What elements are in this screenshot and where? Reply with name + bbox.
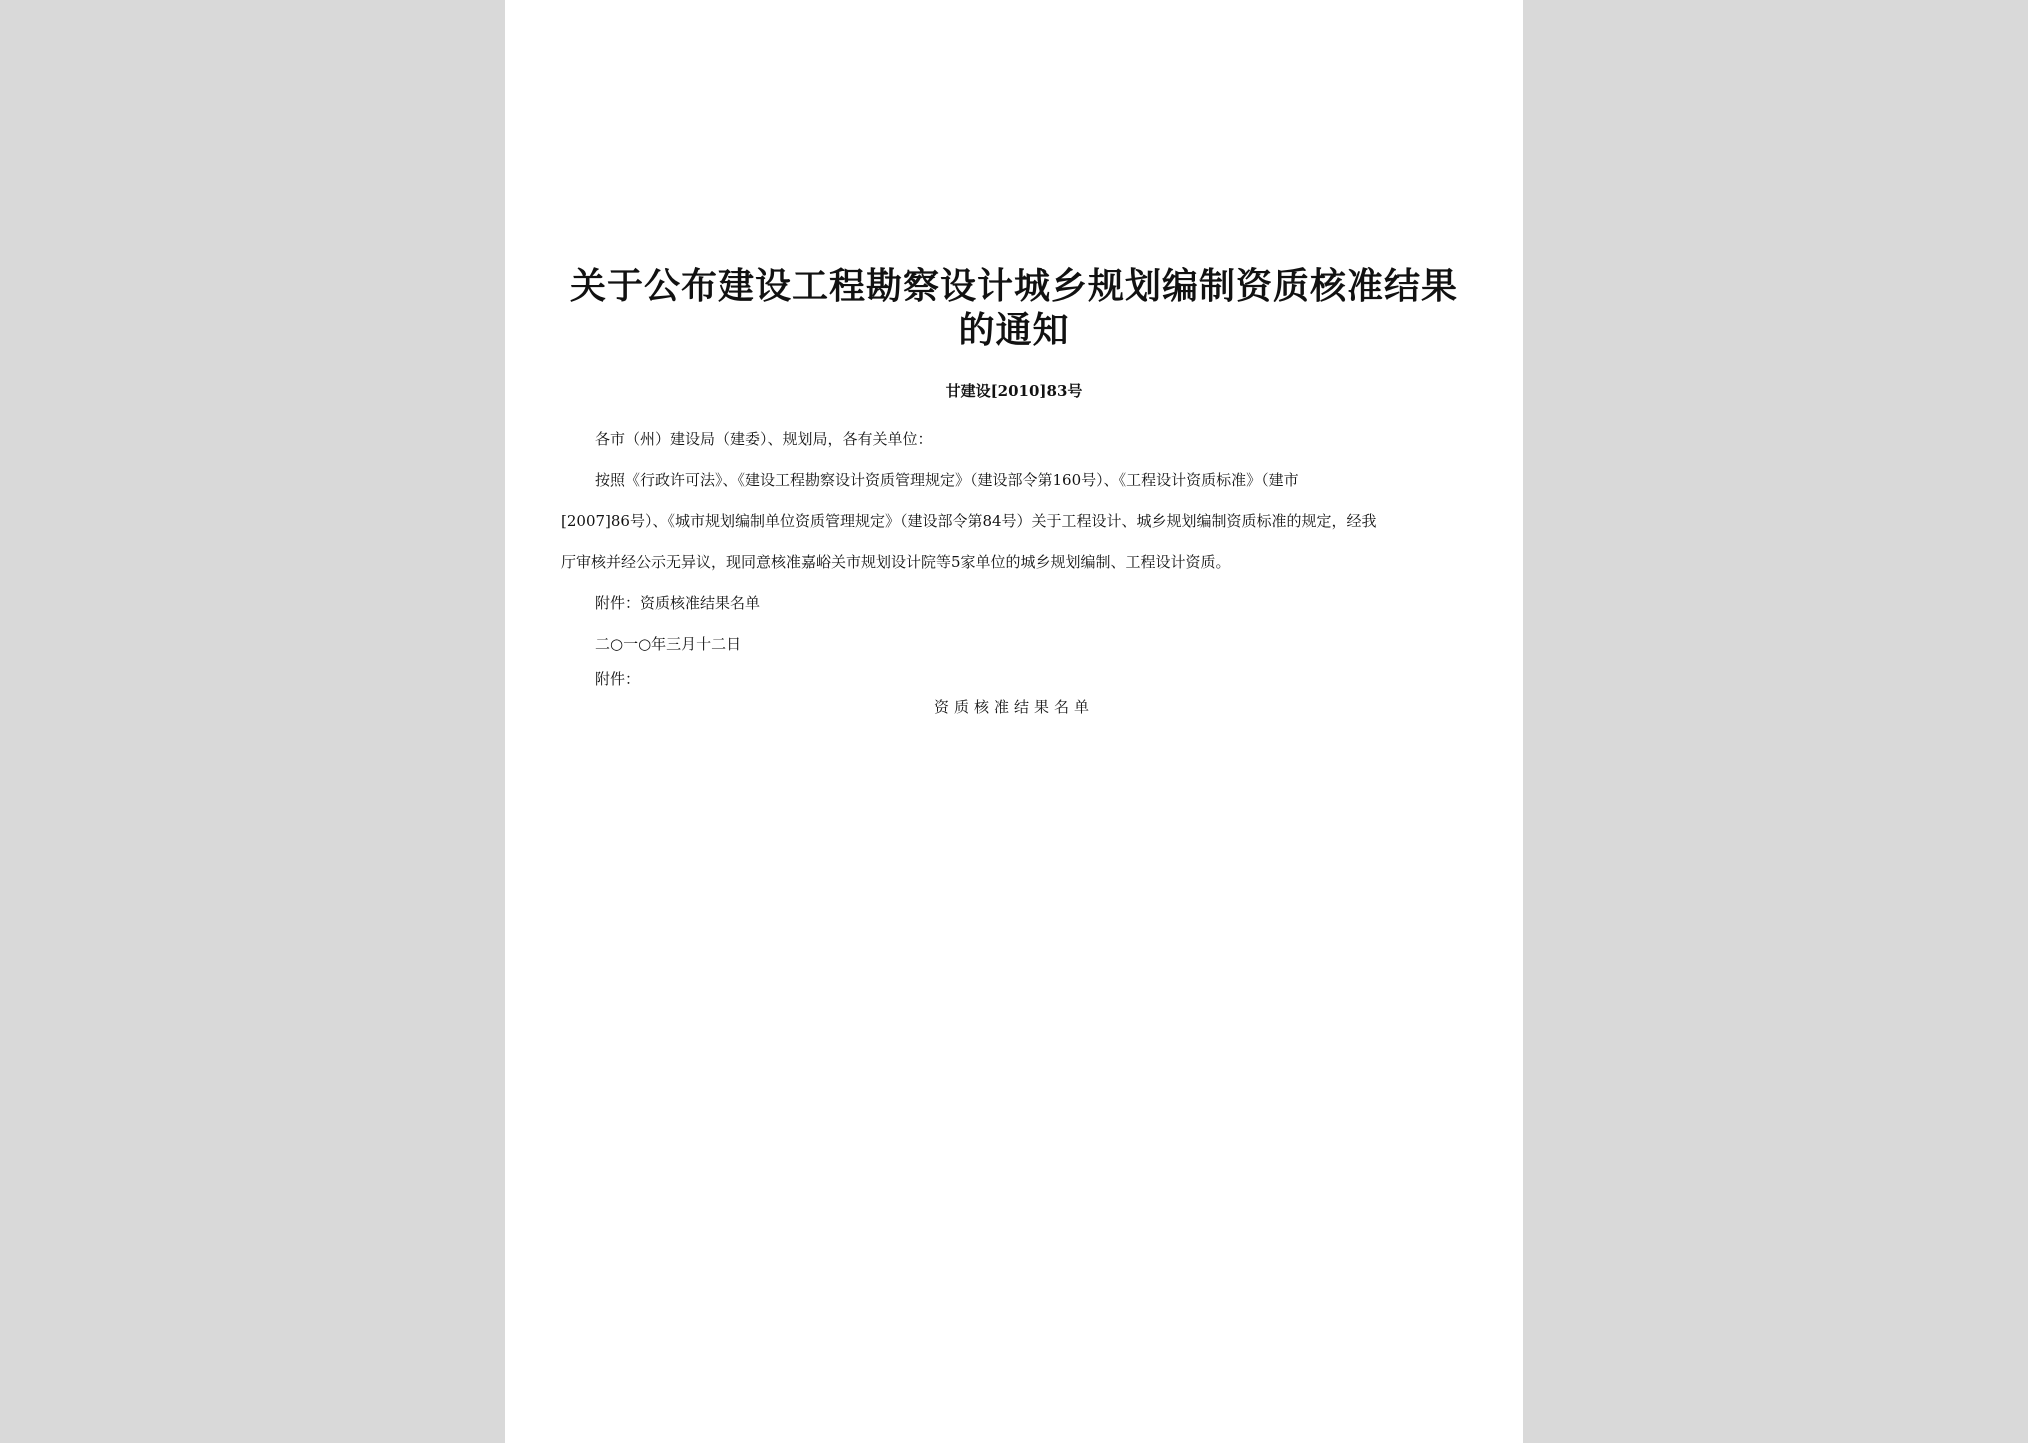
attachment-label: 附件： (595, 670, 641, 688)
attachment-note: 附件：资质核准结果名单 (595, 594, 761, 612)
document-number: 甘建设[2010]83号 (945, 382, 1083, 400)
document-page (505, 0, 1523, 1443)
body-line-2: [2007]86号）、《城市规划编制单位资质管理规定》（建设部令第84号）关于工程设计、城乡规划编制资质标准的规定，经我 (561, 512, 1377, 530)
body-line-1: 按照《行政许可法》、《建设工程勘察设计资质管理规定》（建设部令第160号）、《工程设计资质标准》（建市 (595, 471, 1299, 489)
attachment-list-title: 资质核准结果名单 (933, 698, 1094, 716)
body-line-3: 厅审核并经公示无异议，现同意核准嘉峪关市规划设计院等5家单位的城乡规划编制、工程设计资质。 (561, 553, 1231, 571)
salutation: 各市（州）建设局（建委）、规划局，各有关单位： (595, 430, 933, 448)
document-title-line-2: 的通知 (958, 309, 1070, 351)
issue-date: 二○一○年三月十二日 (595, 635, 742, 653)
document-title-line-1: 关于公布建设工程勘察设计城乡规划编制资质核准结果 (569, 265, 1458, 307)
